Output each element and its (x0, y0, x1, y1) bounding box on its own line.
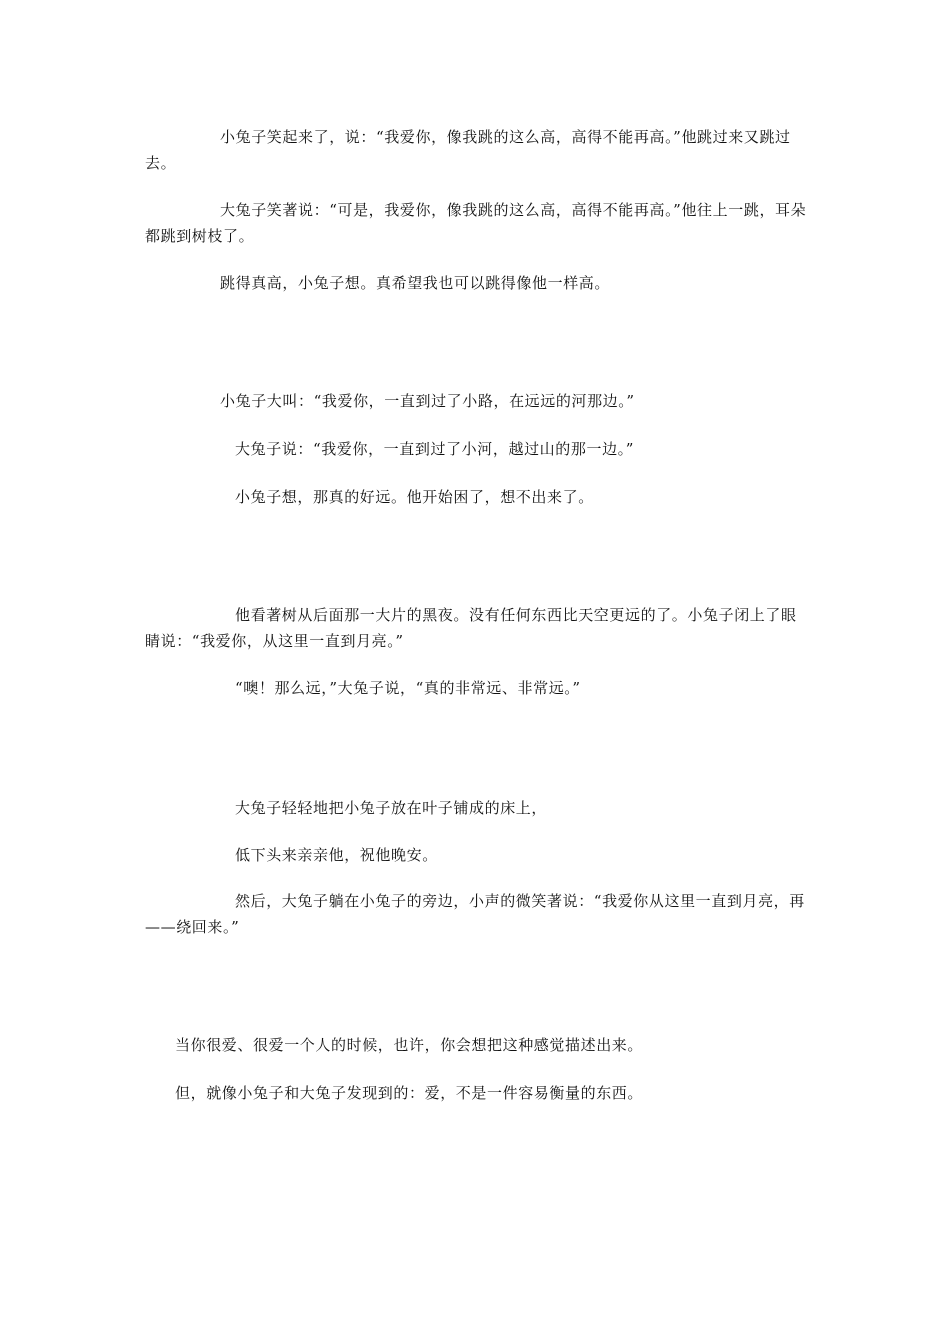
paragraph-1: 小兔子笑起来了，说：“我爱你，像我跳的这么高，高得不能再高。”他跳过来又跳过去。 (145, 128, 791, 172)
paragraph-11: 然后，大兔子躺在小兔子的旁边，小声的微笑著说：“我爱你从这里一直到月亮，再——绕回来。” (145, 892, 805, 936)
paragraph-5: 大兔子说：“我爱你，一直到过了小河，越过山的那一边。” (235, 440, 635, 458)
paragraph-3: 跳得真高，小兔子想。真希望我也可以跳得像他一样高。 (220, 274, 611, 292)
paragraph-7: 他看著树从后面那一大片的黑夜。没有任何东西比天空更远的了。小兔子闭上了眼睛说：“我爱你，从这里一直到月亮。” (145, 606, 797, 650)
paragraph-12: 当你很爱、很爱一个人的时候，也许，你会想把这种感觉描述出来。 (175, 1036, 644, 1054)
paragraph-6: 小兔子想，那真的好远。他开始困了，想不出来了。 (235, 488, 594, 506)
paragraph-4: 小兔子大叫：“我爱你，一直到过了小路，在远远的河那边。” (220, 392, 635, 410)
paragraph-8: “噢！那么远，”大兔子说，“真的非常远、非常远。” (235, 679, 581, 697)
paragraph-9: 大兔子轻轻地把小兔子放在叶子铺成的床上， (235, 799, 548, 817)
paragraph-2: 大兔子笑著说：“可是，我爱你，像我跳的这么高，高得不能再高。”他往上一跳，耳朵都跳到树枝了。 (145, 201, 807, 245)
paragraph-13: 但，就像小兔子和大兔子发现到的：爱，不是一件容易衡量的东西。 (175, 1084, 644, 1102)
paragraph-10: 低下头来亲亲他，祝他晚安。 (235, 846, 438, 864)
